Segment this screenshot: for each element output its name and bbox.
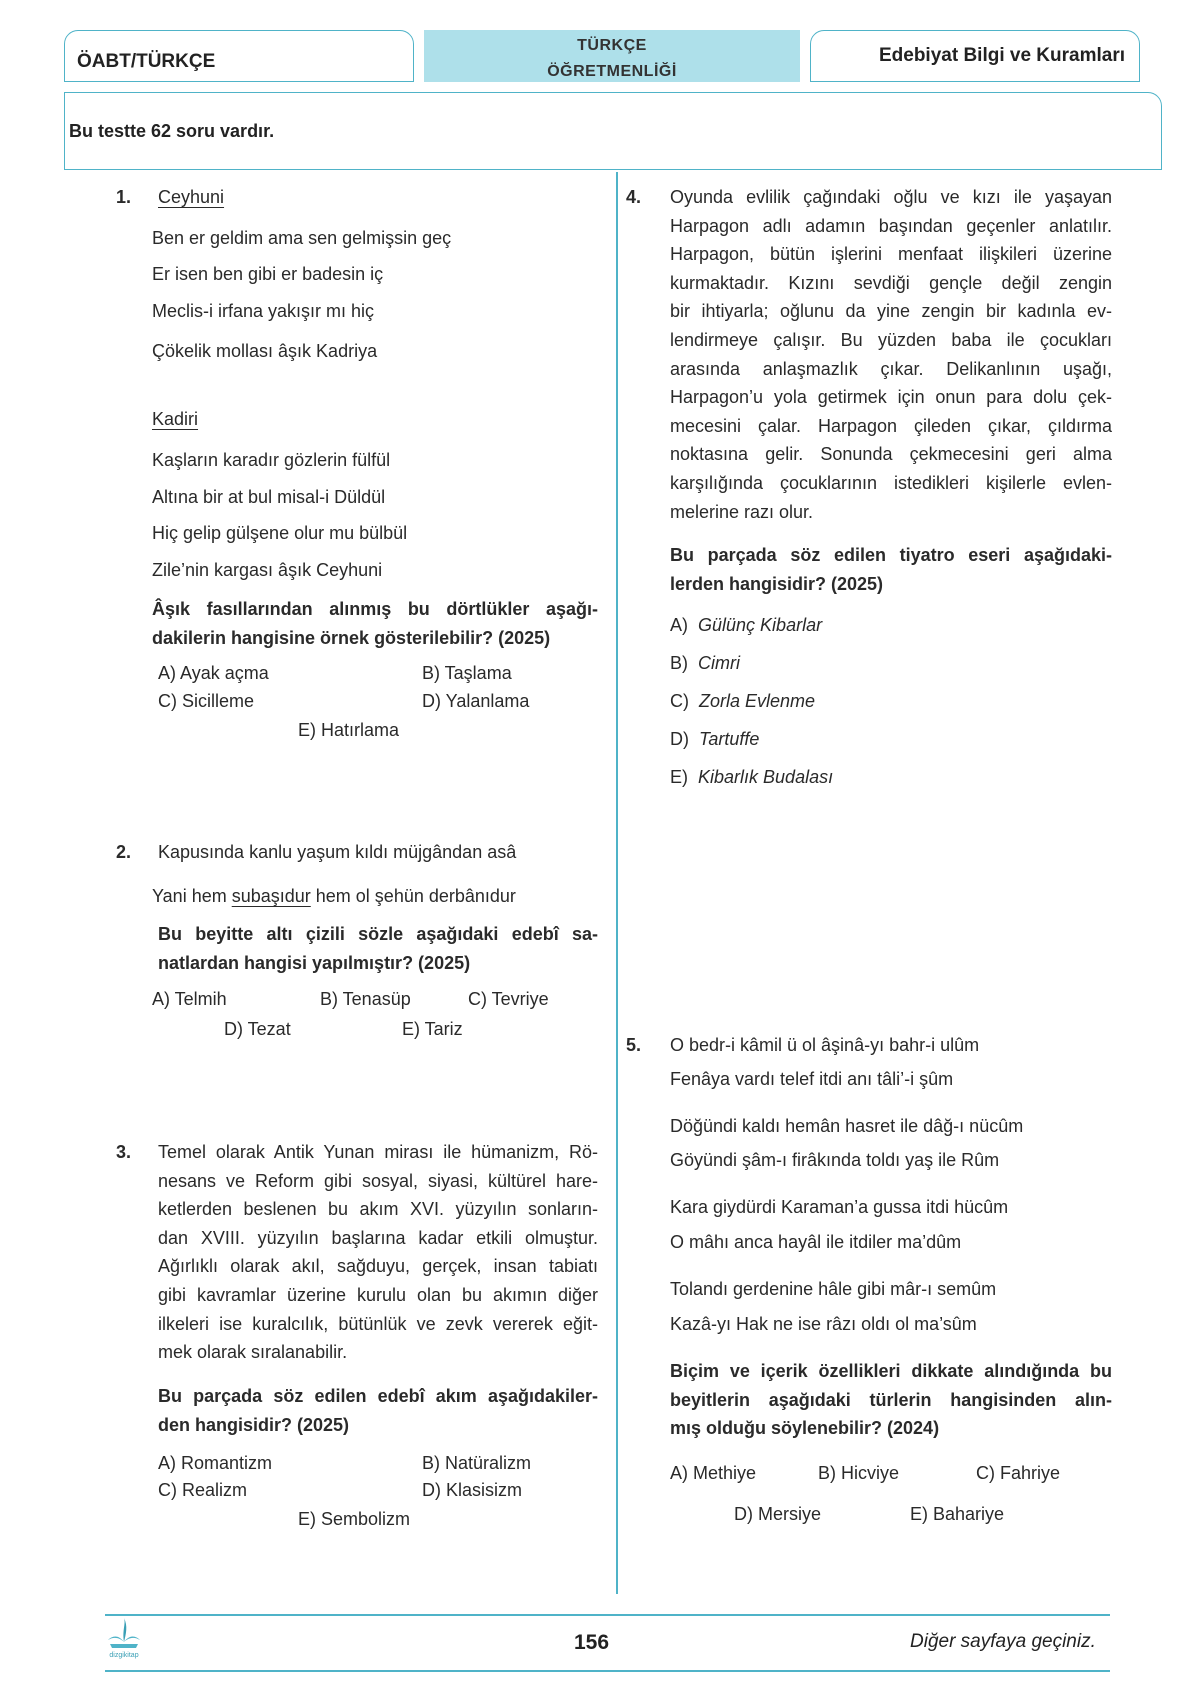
info-box bbox=[64, 92, 1162, 170]
option-d[interactable]: D) Tezat bbox=[224, 1019, 291, 1039]
option-c[interactable]: C) Fahriye bbox=[976, 1463, 1061, 1483]
poet-name: Kadiri bbox=[152, 409, 199, 429]
section-title: Edebiyat Bilgi ve Kuramları bbox=[878, 45, 1125, 66]
option-e[interactable]: E) Hatırlama bbox=[298, 720, 400, 740]
option-e[interactable]: E) Bahariye bbox=[910, 1504, 1005, 1524]
option-a[interactable]: A) Telmih bbox=[152, 989, 227, 1009]
option-d[interactable]: D) Tartuffe bbox=[670, 729, 760, 749]
verse-line: Tolandı gerdenine hâle gibi mâr-ı semûm bbox=[670, 1279, 997, 1299]
question-passage: Temel olarak Antik Yunan mirası ile hümanizm, Rö- nesans ve Reform gibi sosyal, siyasi, kültürel hare- ketlerden beslenen bu akım XVI. yüzyılın sonların- dan XVIII. yüzyılın başlarına kadar etkili olmuştur. Ağırlıklı olarak akıl, sağduyu, gerçek, insan tabiatı gibi kavramlar üzerine kurulu olan bu akımın diğer ilkeleri ise kuralcılık, bütünlük ve zevk vererek eğit- mek olarak sıralanabilir. bbox=[158, 1142, 598, 1363]
verse-line: Kara giydürdi Karaman’a gussa itdi hücûm bbox=[670, 1197, 1009, 1217]
question-number: 5. bbox=[626, 1035, 642, 1055]
next-page-note: Diğer sayfaya geçiniz. bbox=[910, 1631, 1096, 1652]
option-b[interactable]: B) Taşlama bbox=[422, 663, 512, 683]
option-d[interactable]: D) Klasisizm bbox=[422, 1480, 523, 1500]
option-e[interactable]: E) Kibarlık Budalası bbox=[670, 767, 834, 787]
option-e[interactable]: E) Sembolizm bbox=[298, 1509, 411, 1529]
option-d[interactable]: D) Yalanlama bbox=[422, 691, 530, 711]
question-stem: Biçim ve içerik özellikleri dikkate alındığında bu beyitlerin aşağıdaki türlerin hangisinden alın- mış olduğu söylenebilir? (2024) bbox=[670, 1361, 1112, 1439]
question-stem: Bu parçada söz edilen tiyatro eseri aşağıdaki- lerden hangisidir? (2025) bbox=[670, 545, 1112, 594]
question-number: 4. bbox=[626, 187, 642, 207]
option-c[interactable]: C) Realizm bbox=[158, 1480, 248, 1500]
question-number: 1. bbox=[116, 187, 132, 207]
verse-line: Er isen ben gibi er badesin iç bbox=[152, 264, 384, 284]
svg-text:dizgikitap: dizgikitap bbox=[109, 1652, 139, 1659]
verse-line: Göyündi şâm-ı firâkında toldı yaş ile Rûm bbox=[670, 1150, 1000, 1170]
subject-line-1: TÜRKÇE bbox=[577, 37, 647, 54]
underlined-word: subaşıdur bbox=[231, 886, 311, 906]
footer-bottom-rule bbox=[105, 1670, 1110, 1672]
verse-line: Fenâya vardı telef itdi anı tâli’-i şûm bbox=[670, 1069, 954, 1089]
verse-line: Kaşların karadır gözlerin fülfül bbox=[152, 450, 391, 470]
question-number: 2. bbox=[116, 842, 132, 862]
question-stem: Bu beyitte altı çizili sözle aşağıdaki edebî sa- natlardan hangisi yapılmıştır? (2025) bbox=[158, 924, 598, 973]
option-a[interactable]: A) Methiye bbox=[670, 1463, 757, 1483]
verse-line: Ben er geldim ama sen gelmişsin geç bbox=[152, 228, 452, 248]
question-number: 3. bbox=[116, 1142, 132, 1162]
verse-line: Yani hem subaşıdur hem ol şehün derbânıdur bbox=[152, 886, 516, 906]
verse-line: Kazâ-yı Hak ne ise râzı oldı ol ma’sûm bbox=[670, 1314, 977, 1334]
option-b[interactable]: B) Hicviye bbox=[818, 1463, 900, 1483]
option-b[interactable]: B) Cimri bbox=[670, 653, 741, 673]
option-a[interactable]: A) Ayak açma bbox=[158, 663, 269, 683]
verse-line: Kapusında kanlu yaşum kıldı müjgândan asâ bbox=[158, 842, 517, 862]
question-stem: Bu parçada söz edilen edebî akım aşağıdakiler- den hangisidir? (2025) bbox=[158, 1386, 598, 1435]
option-c[interactable]: C) Zorla Evlenme bbox=[670, 691, 816, 711]
publisher-logo-icon bbox=[104, 1612, 144, 1660]
verse-line: Hiç gelip gülşene olur mu bülbül bbox=[152, 523, 408, 543]
option-a[interactable]: A) Gülünç Kibarlar bbox=[670, 615, 823, 635]
option-d[interactable]: D) Mersiye bbox=[734, 1504, 822, 1524]
poet-name: Ceyhuni bbox=[158, 187, 225, 207]
verse-line: O bedr-i kâmil ü ol âşinâ-yı bahr-i ulûm bbox=[670, 1035, 980, 1055]
column-divider bbox=[616, 172, 618, 1594]
option-a[interactable]: A) Romantizm bbox=[158, 1453, 273, 1473]
subject-line-2: ÖĞRETMENLİĞİ bbox=[547, 63, 677, 80]
option-b[interactable]: B) Natüralizm bbox=[422, 1453, 532, 1473]
exam-label: ÖABT/TÜRKÇE bbox=[77, 51, 216, 72]
verse-line: Zile’nin kargası âşık Ceyhuni bbox=[152, 560, 383, 580]
verse-line: O mâhı anca hayâl ile itdiler ma’dûm bbox=[670, 1232, 962, 1252]
option-c[interactable]: C) Sicilleme bbox=[158, 691, 255, 711]
question-passage: Oyunda evlilik çağındaki oğlu ve kızı ile yaşayan Harpagon adlı adamın başından geçenler anlatılır. Harpagon, bütün işlerini menfaat ilişkileri üzerine kurmaktadır. Kızını sevdiği gençle değil zengin bir ihtiyarla; oğlunu da yine zengin bir kadınla ev- lendirmeye çalışır. Bu yüzden baba ile çocukları arasında anlaşmazlık çıkar. Delikanlının uşağı, Harpagon’u yola getirmek için onun para dolu çek- mecesini çalar. Harpagon çileden çıkar, çıldırma noktasına gelir. Sonunda çekmecesini geri alma karşılığında çocuklarının istedikleri kişilerle evlen- melerine razı olur. bbox=[670, 187, 1112, 522]
info-text: Bu testte 62 soru vardır. bbox=[69, 121, 275, 141]
verse-line: Altına bir at bul misal-i Düldül bbox=[152, 487, 386, 507]
option-b[interactable]: B) Tenasüp bbox=[320, 989, 411, 1009]
question-stem: Âşık fasıllarından alınmış bu dörtlükler aşağı- dakilerin hangisine örnek gösterilebilir? (2025) bbox=[152, 599, 598, 648]
page-number: 156 bbox=[574, 1631, 610, 1654]
verse-line: Meclis-i irfana yakışır mı hiç bbox=[152, 301, 375, 321]
option-e[interactable]: E) Tariz bbox=[402, 1019, 463, 1039]
header-left-box bbox=[64, 30, 414, 82]
header-center-box bbox=[424, 30, 800, 82]
header-right-box bbox=[810, 30, 1140, 82]
footer-top-rule bbox=[105, 1614, 1110, 1616]
verse-line: Döğündi kaldı hemân hasret ile dâğ-ı nücûm bbox=[670, 1116, 1024, 1136]
option-c[interactable]: C) Tevriye bbox=[468, 989, 549, 1009]
verse-line: Çökelik mollası âşık Kadriya bbox=[152, 341, 378, 361]
